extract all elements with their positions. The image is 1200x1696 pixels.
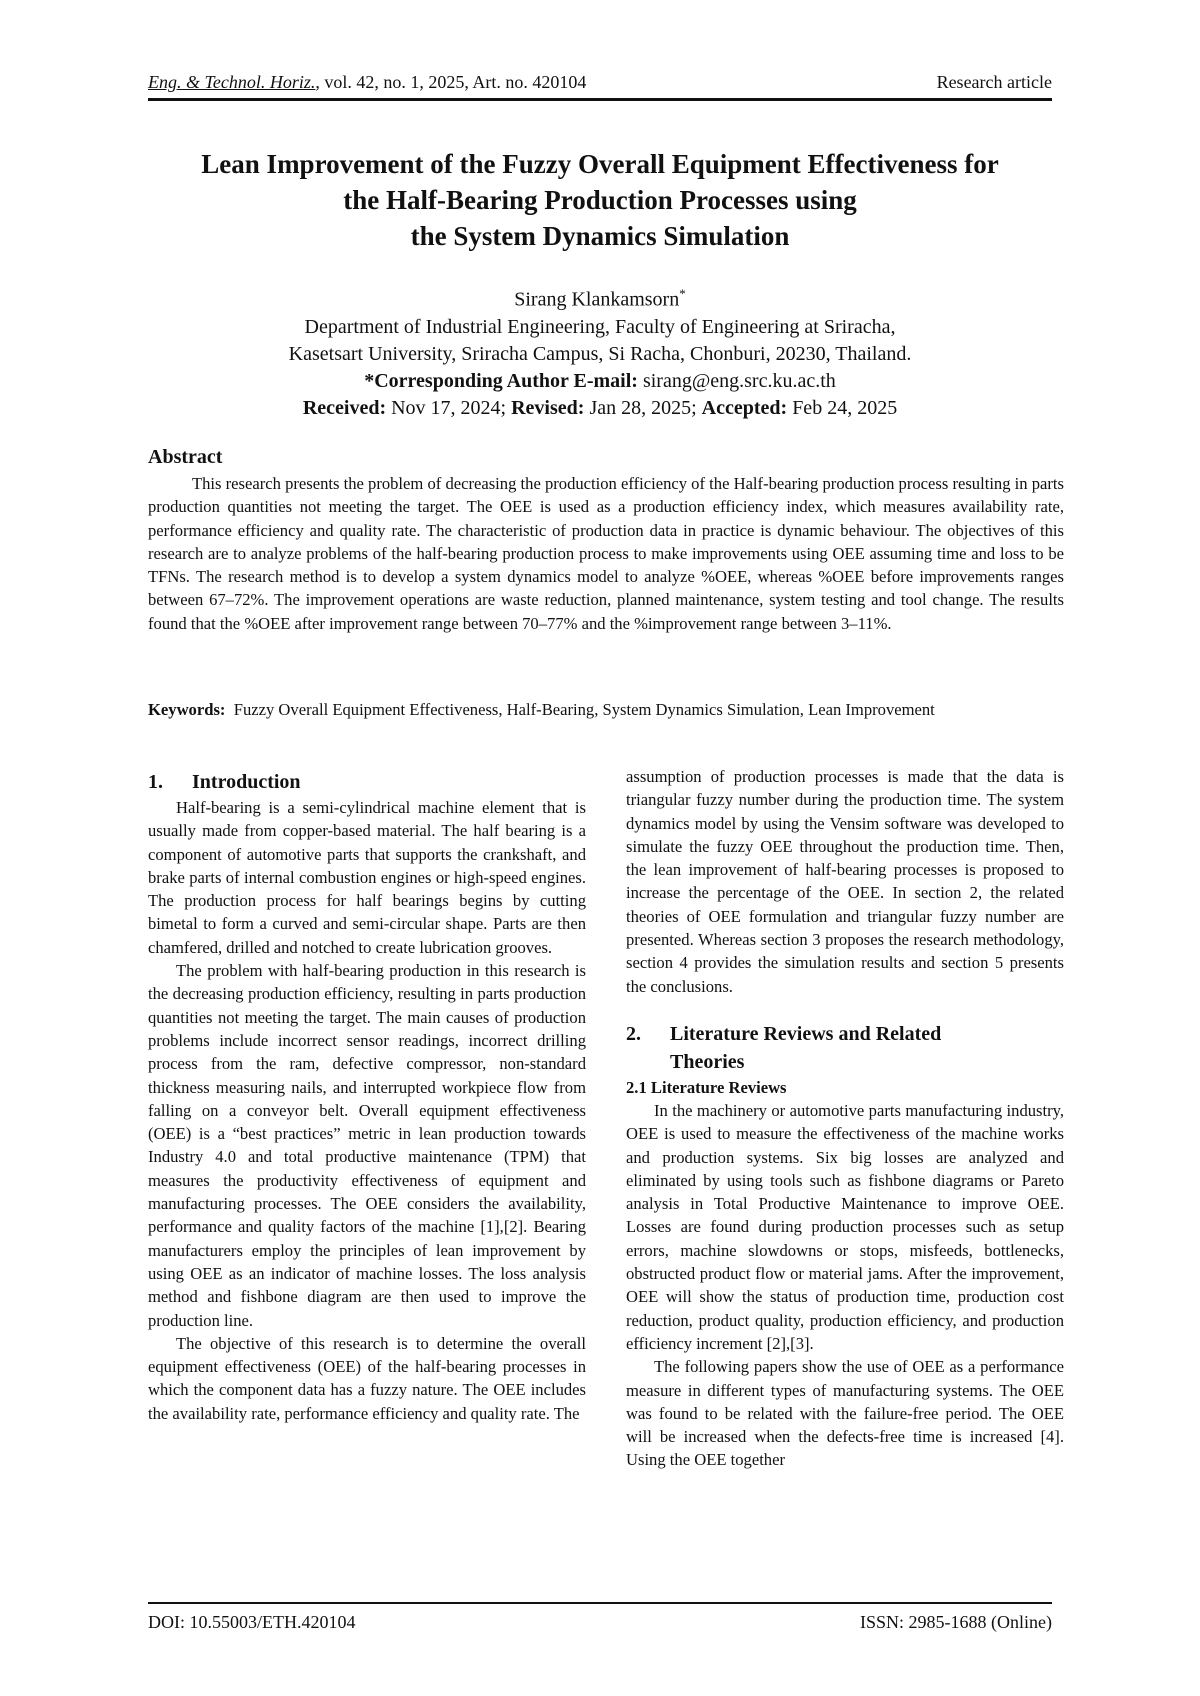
- revised-date: Jan 28, 2025;: [589, 396, 697, 419]
- received-label: Received:: [302, 396, 387, 419]
- affiliation-line: Kasetsart University, Sriracha Campus, Si Racha, Chonburi, 20230, Thailand.: [288, 342, 912, 365]
- abstract-text: This research presents the problem of decreasing the production efficiency of the Half-bearing production process resulting in parts production quantities not meeting the target. The OEE is used as a production efficiency index, which measures availability rate, performance efficiency and quality rate. The characteristic of production data in practice is dynamic behaviour. The objectives of this research are to analyze problems of the half-bearing production process to make improvements using OEE assuming time and loss to be TFNs. The research method is to develop a system dynamics model to analyze %OEE, whereas %OEE before improvements ranges between 67–72%. The improvement operations are waste reduction, planned maintenance, system testing and tool change. The results found that the %OEE after improvement range between 70–77% and the %improvement range between 3–11%.: [148, 474, 1064, 633]
- section-title: [670, 1020, 941, 1076]
- title-line: the Half-Bearing Production Processes using: [343, 185, 857, 215]
- section-1-heading: [148, 768, 586, 796]
- author-mark: *: [679, 286, 686, 301]
- title-line: Lean Improvement of the Fuzzy Overall Equipment Effectiveness for: [201, 149, 999, 179]
- subsection-heading: 2.1 Literature Reviews: [626, 1077, 787, 1097]
- keywords-text: Fuzzy Overall Equipment Effectiveness, Half-Bearing, System Dynamics Simulation, Lean Improvement: [233, 700, 935, 719]
- author-name: [148, 280, 1052, 314]
- section-number: 1.: [148, 771, 163, 793]
- article-type: Research article: [936, 72, 1052, 92]
- journal-citation: [148, 72, 586, 93]
- keywords-label: Keywords:: [148, 700, 226, 719]
- left-column: [148, 768, 586, 1425]
- accepted-label: Accepted:: [701, 396, 788, 419]
- author-name-text: Sirang Klankamsorn: [514, 288, 680, 311]
- correspondence: [148, 368, 1052, 395]
- correspondence-label: *Corresponding Author E-mail:: [364, 369, 638, 392]
- header-rule: [148, 98, 1052, 101]
- affiliation-line: Department of Industrial Engineering, Faculty of Engineering at Sriracha,: [304, 315, 896, 338]
- received-date: Nov 17, 2024;: [391, 396, 507, 419]
- paper-title: [148, 146, 1052, 254]
- paragraph-continuation: assumption of production processes is made that the data is triangular fuzzy number during the production time. The system dynamics model by using the Vensim software was developed to simulate the fuzzy OEE throughout the production time. Then, the lean improvement of half-bearing processes is proposed to increase the percentage of the OEE. In section 2, the related theories of OEE formulation and triangular fuzzy number are presented. Whereas section 3 proposes the research methodology, section 4 provides the simulation results and section 5 presents the conclusions.: [626, 767, 1064, 996]
- citation-details: , vol. 42, no. 1, 2025, Art. no. 420104: [315, 72, 587, 92]
- issn: ISSN: 2985-1688 (Online): [860, 1612, 1052, 1632]
- page-footer: [148, 1612, 1052, 1633]
- section-number: 2.: [626, 1022, 641, 1045]
- section-title-line: Literature Reviews and Related: [670, 1022, 942, 1045]
- section-title-line: Theories: [670, 1050, 745, 1073]
- accepted-date: Feb 24, 2025: [792, 396, 898, 419]
- right-column: [626, 765, 1064, 1472]
- paragraph: Half-bearing is a semi-cylindrical machine element that is usually made from copper-based material. The half bearing is a component of automotive parts that supports the crankshaft, and brake parts of internal combustion engines or high-speed engines. The production process for half bearings begins by cutting bimetal to form a curved and semi-circular shape. Parts are then chamfered, drilled and notched to create lubrication grooves.: [148, 798, 586, 957]
- footer-rule: [148, 1602, 1052, 1604]
- paragraph: The problem with half-bearing production in this research is the decreasing production efficiency, resulting in parts production quantities not meeting the target. The main causes of production problems include incorrect sensor readings, incorrect drilling process from the ram, defective compressor, non-standard thickness measuring nails, and interrupted workpiece flow from falling on a conveyor belt. Overall equipment effectiveness (OEE) is a “best practices” metric in lean production towards Industry 4.0 and total productive maintenance (TPM) that measures the productivity effectiveness of equipment and manufacturing processes. The OEE considers the availability, performance and quality factors of the machine [1],[2]. Bearing manufacturers employ the principles of lean improvement by using OEE as an indicator of machine losses. The loss analysis method and fishbone diagram are then used to improve the production line.: [148, 961, 586, 1330]
- running-header: [148, 72, 1052, 93]
- section-title: Introduction: [192, 771, 301, 793]
- correspondence-email[interactable]: sirang@eng.src.ku.ac.th: [642, 369, 836, 392]
- title-line: the System Dynamics Simulation: [410, 221, 790, 251]
- paragraph: In the machinery or automotive parts manufacturing industry, OEE is used to measure the effectiveness of the machine works and production systems. Six big losses are analyzed and eliminated by using tools such as fishbone diagrams or Pareto analysis in Total Productive Maintenance to improve OEE. Losses are found during production processes such as setup errors, machine slowdowns or stops, misfeeds, bottlenecks, obstructed product flow or material jams. After the improvement, OEE will show the status of production time, production cost reduction, product quality, production efficiency, and production efficiency increment [2],[3].: [626, 1100, 1064, 1353]
- section-2-heading: [626, 1020, 1064, 1076]
- revised-label: Revised:: [511, 396, 585, 419]
- journal-abbreviation: Eng. & Technol. Horiz.: [148, 72, 316, 92]
- doi[interactable]: DOI: 10.55003/ETH.420104: [148, 1612, 356, 1632]
- paragraph: The following papers show the use of OEE as a performance measure in different types of manufacturing systems. The OEE was found to be related with the failure-free period. The OEE will be increased when the defects-free time is increased [4]. Using the OEE together: [626, 1357, 1064, 1470]
- abstract-heading: Abstract: [148, 446, 223, 468]
- author-block: [148, 280, 1052, 422]
- article-dates: [148, 395, 1052, 422]
- paragraph: The objective of this research is to determine the overall equipment effectiveness (OEE) of the half-bearing processes in which the component data has a fuzzy nature. The OEE includes the availability rate, performance efficiency and quality rate. The: [148, 1333, 586, 1423]
- keywords: [148, 698, 1064, 721]
